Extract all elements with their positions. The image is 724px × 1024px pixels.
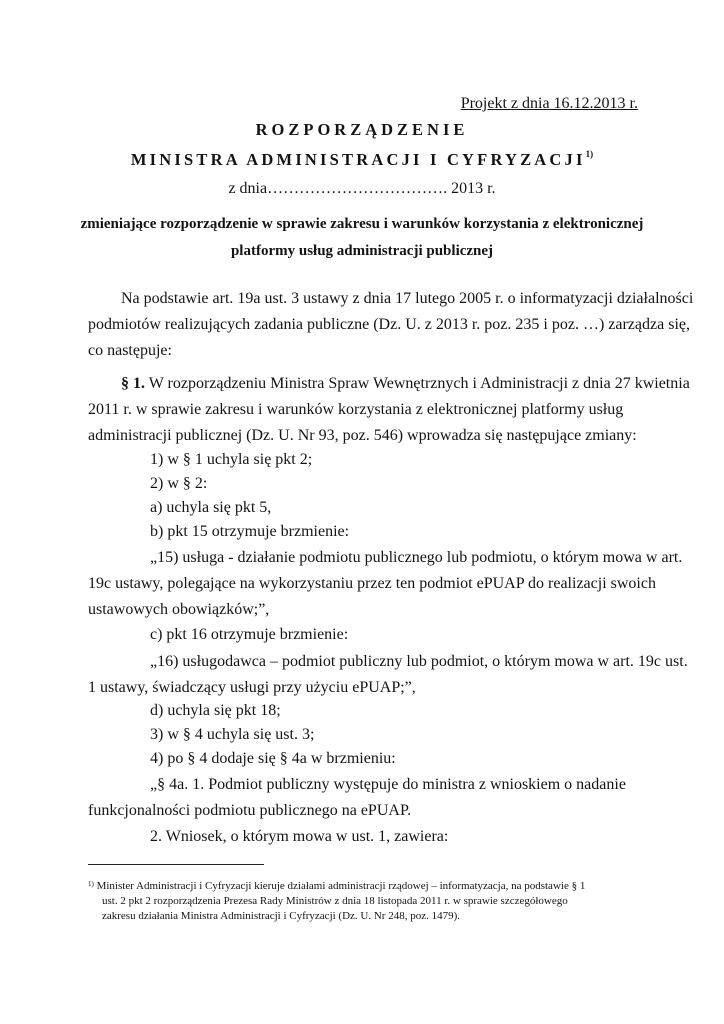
preamble-line-3: co następuje: xyxy=(88,342,172,359)
draft-date-label: Projekt z dnia 16.12.2013 r. xyxy=(460,95,638,112)
list-item-2d: d) uchyla się pkt 18; xyxy=(150,702,281,719)
quote-16-line-2: 1 ustawy, świadczący usługi przy użyciu ePUAP;”, xyxy=(88,679,416,696)
paragraph-1-line-1 xyxy=(121,375,690,393)
quote-15-line-1: „15) usługa - działanie podmiotu publicznego lub podmiotu, o którym mowa w art. xyxy=(150,549,683,566)
quote-16-line-1: „16) usługodawca – podmiot publiczny lub podmiot, o którym mowa w art. 19c ust. xyxy=(150,653,688,670)
list-item-2b: b) pkt 15 otrzymuje brzmienie: xyxy=(150,523,350,540)
list-item-2: 2) w § 2: xyxy=(150,475,208,492)
footnote-ref: 1) xyxy=(585,149,594,159)
issuer-title-text: MINISTRA ADMINISTRACJI I CYFRYZACJI xyxy=(130,150,586,169)
quote-15-line-2: 19c ustawy, polegające na wykorzystaniu przez ten podmiot ePUAP do realizacji swoich xyxy=(88,575,656,592)
list-item-1: 1) w § 1 uchyla się pkt 2; xyxy=(150,451,313,468)
subject-line-1: zmieniające rozporządzenie w sprawie zakresu i warunków korzystania z elektronicznej xyxy=(80,216,644,232)
footnote-separator xyxy=(88,864,264,865)
issuer-title xyxy=(0,150,724,170)
footnote-text-1: Minister Administracji i Cyfryzacji kieruje działami administracji rządowej – informatyzacja, na podstawie § 1 xyxy=(96,880,586,892)
paragraph-1-mark: § 1. xyxy=(121,375,145,392)
list-item-4: 4) po § 4 dodaje się § 4a w brzmieniu: xyxy=(150,750,396,767)
list-item-3: 3) w § 4 uchyla się ust. 3; xyxy=(150,726,315,743)
subject-line-2: platformy usług administracji publicznej xyxy=(230,243,494,259)
footnote-mark: 1) xyxy=(88,880,94,888)
quote-4a-point-2: 2. Wniosek, o którym mowa w ust. 1, zawiera: xyxy=(150,828,449,845)
quote-4a-line-2: funkcjonalności podmiotu publicznego na ePUAP. xyxy=(88,802,412,819)
footnote-line-1 xyxy=(88,880,585,892)
issue-date-line: z dnia……………………………. 2013 r. xyxy=(228,180,496,197)
preamble-line-1: Na podstawie art. 19a ust. 3 ustawy z dnia 17 lutego 2005 r. o informatyzacji działalności xyxy=(121,290,694,307)
list-item-2c: c) pkt 16 otrzymuje brzmienie: xyxy=(150,626,349,643)
footnote-line-2: ust. 2 pkt 2 rozporządzenia Prezesa Rady Ministrów z dnia 18 listopada 2011 r. w sprawie szczegółowego xyxy=(102,895,568,907)
footnote-line-3: zakresu działania Ministra Administracji i Cyfryzacji (Dz. U. Nr 248, poz. 1479). xyxy=(102,910,461,922)
paragraph-1-line-3: administracji publicznej (Dz. U. Nr 93, poz. 546) wprowadza się następujące zmiany: xyxy=(88,427,637,444)
paragraph-1-text: W rozporządzeniu Ministra Spraw Wewnętrznych i Administracji z dnia 27 kwietnia xyxy=(148,375,690,392)
quote-4a-line-1: „§ 4a. 1. Podmiot publiczny występuje do ministra z wnioskiem o nadanie xyxy=(150,776,626,793)
document-type-title: ROZPORZĄDZENIE xyxy=(255,120,469,139)
quote-15-line-3: ustawowych obowiązków;”, xyxy=(88,601,270,618)
list-item-2a: a) uchyla się pkt 5, xyxy=(150,499,272,516)
paragraph-1-line-2: 2011 r. w sprawie zakresu i warunków korzystania z elektronicznej platformy usług xyxy=(88,401,624,418)
preamble-line-2: podmiotów realizujących zadania publiczne (Dz. U. z 2013 r. poz. 235 i poz. …) zarządza się, xyxy=(88,316,690,333)
